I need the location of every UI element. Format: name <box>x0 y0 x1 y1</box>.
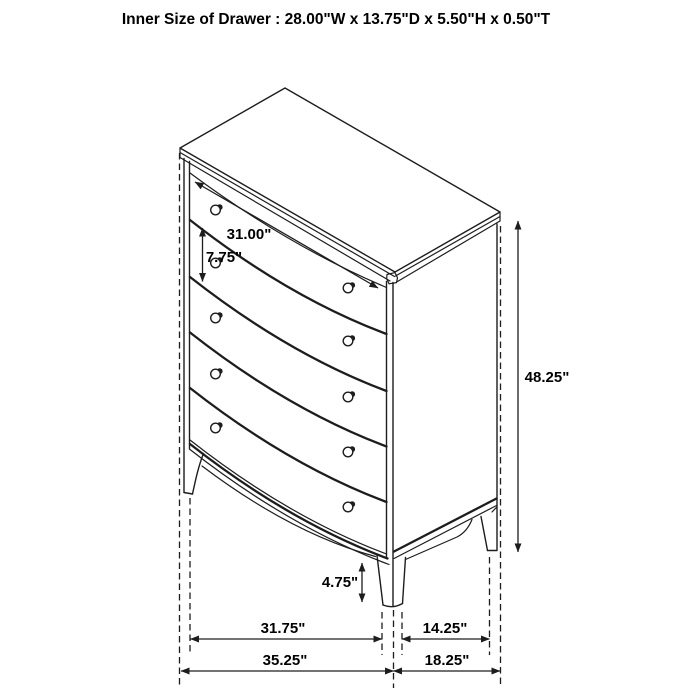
overall-depth-label: 18.25" <box>424 652 470 669</box>
overall-height-label: 48.25" <box>524 369 570 386</box>
side-leg-spacing-label: 14.25" <box>422 620 468 637</box>
drawer-width-label: 31.00" <box>226 226 272 243</box>
diagram-title: Inner Size of Drawer : 28.00"W x 13.75"D x 5.50"H x 0.50"T <box>121 11 551 28</box>
drawer-height-label: 7.75" <box>205 249 243 266</box>
front-leg-spacing-label: 31.75" <box>260 620 306 637</box>
leg-height-label: 4.75" <box>321 574 359 591</box>
overall-width-label: 35.25" <box>262 652 308 669</box>
